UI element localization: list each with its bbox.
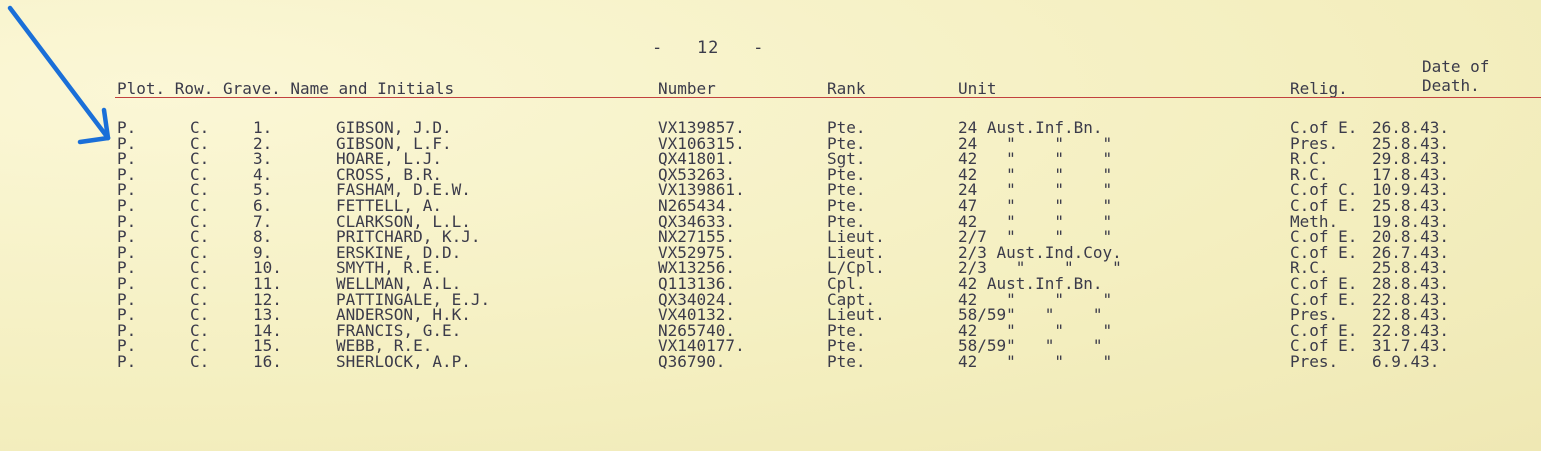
number-cell: QX34024. xyxy=(658,289,736,309)
name-cell: ANDERSON, H.K. xyxy=(336,305,471,325)
date-cell: 10.9.43. xyxy=(1372,180,1450,200)
row-cell: C. xyxy=(190,305,210,325)
name-cell: FASHAM, D.E.W. xyxy=(336,180,471,200)
number-cell: VX139857. xyxy=(658,118,745,137)
number-cell: N265740. xyxy=(658,320,736,340)
plot-cell: P. xyxy=(117,180,137,200)
row-cell: C. xyxy=(190,289,210,309)
unit-cell: 42 " " " xyxy=(958,164,1113,184)
name-cell: FETTELL, A. xyxy=(336,196,442,215)
rank-cell: Pte. xyxy=(827,336,866,356)
date-cell: 25.8.43. xyxy=(1372,196,1450,215)
number-cell: VX40132. xyxy=(658,305,736,325)
table-row xyxy=(0,149,1541,169)
row-cell: C. xyxy=(190,227,210,247)
relig-cell: R.C. xyxy=(1290,149,1329,169)
date-cell: 22.8.43. xyxy=(1372,289,1450,309)
header-number: Number xyxy=(658,79,716,98)
unit-cell: 2/7 " " " xyxy=(958,227,1113,247)
table-row xyxy=(0,120,1541,135)
table-row xyxy=(0,354,1541,369)
name-cell: SMYTH, R.E. xyxy=(336,258,442,278)
grave-cell: 5. xyxy=(253,180,273,200)
plot-cell: P. xyxy=(117,211,137,231)
plot-cell: P. xyxy=(117,196,137,215)
grave-cell: 4. xyxy=(253,164,273,184)
unit-cell: 47 " " " xyxy=(958,196,1113,215)
date-cell: 31.7.43. xyxy=(1372,336,1450,356)
plot-cell: P. xyxy=(117,274,137,293)
arrow-icon xyxy=(0,0,140,160)
relig-cell: Pres. xyxy=(1290,352,1339,371)
grave-cell: 16. xyxy=(253,352,282,371)
grave-cell: 10. xyxy=(253,258,282,278)
plot-cell: P. xyxy=(117,258,137,278)
rank-cell: Sgt. xyxy=(827,149,866,169)
plot-cell: P. xyxy=(117,164,137,184)
grave-cell: 11. xyxy=(253,274,282,293)
grave-cell: 3. xyxy=(253,149,273,169)
row-cell: C. xyxy=(190,258,210,278)
date-cell: 25.8.43. xyxy=(1372,133,1450,153)
name-cell: HOARE, L.J. xyxy=(336,149,442,169)
name-cell: PATTINGALE, E.J. xyxy=(336,289,491,309)
grave-cell: 1. xyxy=(253,118,273,137)
relig-cell: C.of E. xyxy=(1290,242,1358,262)
number-cell: VX140177. xyxy=(658,336,745,356)
date-cell: 6.9.43. xyxy=(1372,352,1440,371)
header-date-line1: Date of xyxy=(1422,57,1490,76)
number-cell: QX34633. xyxy=(658,211,736,231)
relig-cell: C.of E. xyxy=(1290,227,1358,247)
plot-cell: P. xyxy=(117,118,137,137)
number-cell: VX106315. xyxy=(658,133,745,153)
header-rule xyxy=(115,97,1541,98)
name-cell: CROSS, B.R. xyxy=(336,164,442,184)
header-relig: Relig. xyxy=(1290,79,1348,98)
number-cell: VX52975. xyxy=(658,242,736,262)
number-cell: VX139861. xyxy=(658,180,745,200)
grave-cell: 9. xyxy=(253,242,273,262)
unit-cell: 2/3 Aust.Ind.Coy. xyxy=(958,242,1122,262)
grave-cell: 12. xyxy=(253,289,282,309)
rank-cell: Lieut. xyxy=(827,242,885,262)
rank-cell: L/Cpl. xyxy=(827,258,885,278)
name-cell: GIBSON, J.D. xyxy=(336,118,452,137)
row-cell: C. xyxy=(190,196,210,215)
name-cell: WEBB, R.E. xyxy=(336,336,433,356)
unit-cell: 24 " " " xyxy=(958,180,1113,200)
relig-cell: C.of E. xyxy=(1290,274,1358,293)
relig-cell: C.of E. xyxy=(1290,289,1358,309)
page-number: - 12 - xyxy=(652,38,765,58)
number-cell: QX53263. xyxy=(658,164,736,184)
plot-cell: P. xyxy=(117,149,137,169)
unit-cell: 58/59" " " xyxy=(958,336,1103,356)
relig-cell: C.of E. xyxy=(1290,196,1358,215)
table-row xyxy=(0,198,1541,213)
rank-cell: Pte. xyxy=(827,164,866,184)
row-cell: C. xyxy=(190,118,210,137)
rank-cell: Pte. xyxy=(827,196,866,215)
date-cell: 22.8.43. xyxy=(1372,305,1450,325)
plot-cell: P. xyxy=(117,227,137,247)
header-plot-row-grave-name: Plot. Row. Grave. Name and Initials xyxy=(117,79,455,98)
relig-cell: C.of E. xyxy=(1290,320,1358,340)
relig-cell: Meth. xyxy=(1290,211,1339,231)
rank-cell: Pte. xyxy=(827,211,866,231)
row-cell: C. xyxy=(190,164,210,184)
grave-cell: 15. xyxy=(253,336,282,356)
plot-cell: P. xyxy=(117,320,137,340)
rank-cell: Pte. xyxy=(827,352,866,371)
row-cell: C. xyxy=(190,149,210,169)
unit-cell: 58/59" " " xyxy=(958,305,1103,325)
number-cell: Q36790. xyxy=(658,352,726,371)
rank-cell: Cpl. xyxy=(827,274,866,293)
row-cell: C. xyxy=(190,352,210,371)
plot-cell: P. xyxy=(117,289,137,309)
grave-cell: 14. xyxy=(253,320,282,340)
name-cell: FRANCIS, G.E. xyxy=(336,320,462,340)
date-cell: 26.7.43. xyxy=(1372,242,1450,262)
date-cell: 25.8.43. xyxy=(1372,258,1450,278)
row-cell: C. xyxy=(190,211,210,231)
date-cell: 20.8.43. xyxy=(1372,227,1450,247)
date-cell: 28.8.43. xyxy=(1372,274,1450,293)
grave-cell: 8. xyxy=(253,227,273,247)
rank-cell: Pte. xyxy=(827,133,866,153)
plot-cell: P. xyxy=(117,242,137,262)
header-rank: Rank xyxy=(827,79,866,98)
row-cell: C. xyxy=(190,242,210,262)
plot-cell: P. xyxy=(117,133,137,153)
unit-cell: 42 " " " xyxy=(958,211,1113,231)
date-cell: 19.8.43. xyxy=(1372,211,1450,231)
grave-cell: 2. xyxy=(253,133,273,153)
grave-cell: 7. xyxy=(253,211,273,231)
name-cell: PRITCHARD, K.J. xyxy=(336,227,481,247)
unit-cell: 42 " " " xyxy=(958,320,1113,340)
unit-cell: 42 Aust.Inf.Bn. xyxy=(958,274,1103,293)
unit-cell: 24 " " " xyxy=(958,133,1113,153)
name-cell: WELLMAN, A.L. xyxy=(336,274,462,293)
rank-cell: Pte. xyxy=(827,118,866,137)
name-cell: ERSKINE, D.D. xyxy=(336,242,462,262)
relig-cell: R.C. xyxy=(1290,164,1329,184)
grave-cell: 13. xyxy=(253,305,282,325)
table-row xyxy=(0,305,1541,325)
grave-cell: 6. xyxy=(253,196,273,215)
unit-cell: 2/3 " " " xyxy=(958,258,1122,278)
name-cell: GIBSON, L.F. xyxy=(336,133,452,153)
table-row xyxy=(0,276,1541,291)
date-cell: 29.8.43. xyxy=(1372,149,1450,169)
relig-cell: C.of E. xyxy=(1290,118,1358,137)
unit-cell: 42 " " " xyxy=(958,149,1113,169)
plot-cell: P. xyxy=(117,352,137,371)
plot-cell: P. xyxy=(117,336,137,356)
date-cell: 22.8.43. xyxy=(1372,320,1450,340)
number-cell: N265434. xyxy=(658,196,736,215)
unit-cell: 24 Aust.Inf.Bn. xyxy=(958,118,1103,137)
rank-cell: Capt. xyxy=(827,289,876,309)
relig-cell: C.of E. xyxy=(1290,336,1358,356)
row-cell: C. xyxy=(190,133,210,153)
relig-cell: C.of C. xyxy=(1290,180,1358,200)
plot-cell: P. xyxy=(117,305,137,325)
relig-cell: Pres. xyxy=(1290,133,1339,153)
number-cell: NX27155. xyxy=(658,227,736,247)
number-cell: WX13256. xyxy=(658,258,736,278)
unit-cell: 42 " " " xyxy=(958,352,1113,371)
row-cell: C. xyxy=(190,336,210,356)
number-cell: Q113136. xyxy=(658,274,736,293)
relig-cell: Pres. xyxy=(1290,305,1339,325)
row-cell: C. xyxy=(190,274,210,293)
name-cell: SHERLOCK, A.P. xyxy=(336,352,471,371)
rank-cell: Pte. xyxy=(827,180,866,200)
relig-cell: R.C. xyxy=(1290,258,1329,278)
table-row xyxy=(0,227,1541,247)
rank-cell: Lieut. xyxy=(827,227,885,247)
row-cell: C. xyxy=(190,180,210,200)
header-date-line2: Death. xyxy=(1422,76,1480,95)
rank-cell: Pte. xyxy=(827,320,866,340)
date-cell: 26.8.43. xyxy=(1372,118,1450,137)
header-unit: Unit xyxy=(958,79,997,98)
date-cell: 17.8.43. xyxy=(1372,164,1450,184)
name-cell: CLARKSON, L.L. xyxy=(336,211,471,231)
unit-cell: 42 " " " xyxy=(958,289,1113,309)
row-cell: C. xyxy=(190,320,210,340)
number-cell: QX41801. xyxy=(658,149,736,169)
rank-cell: Lieut. xyxy=(827,305,885,325)
